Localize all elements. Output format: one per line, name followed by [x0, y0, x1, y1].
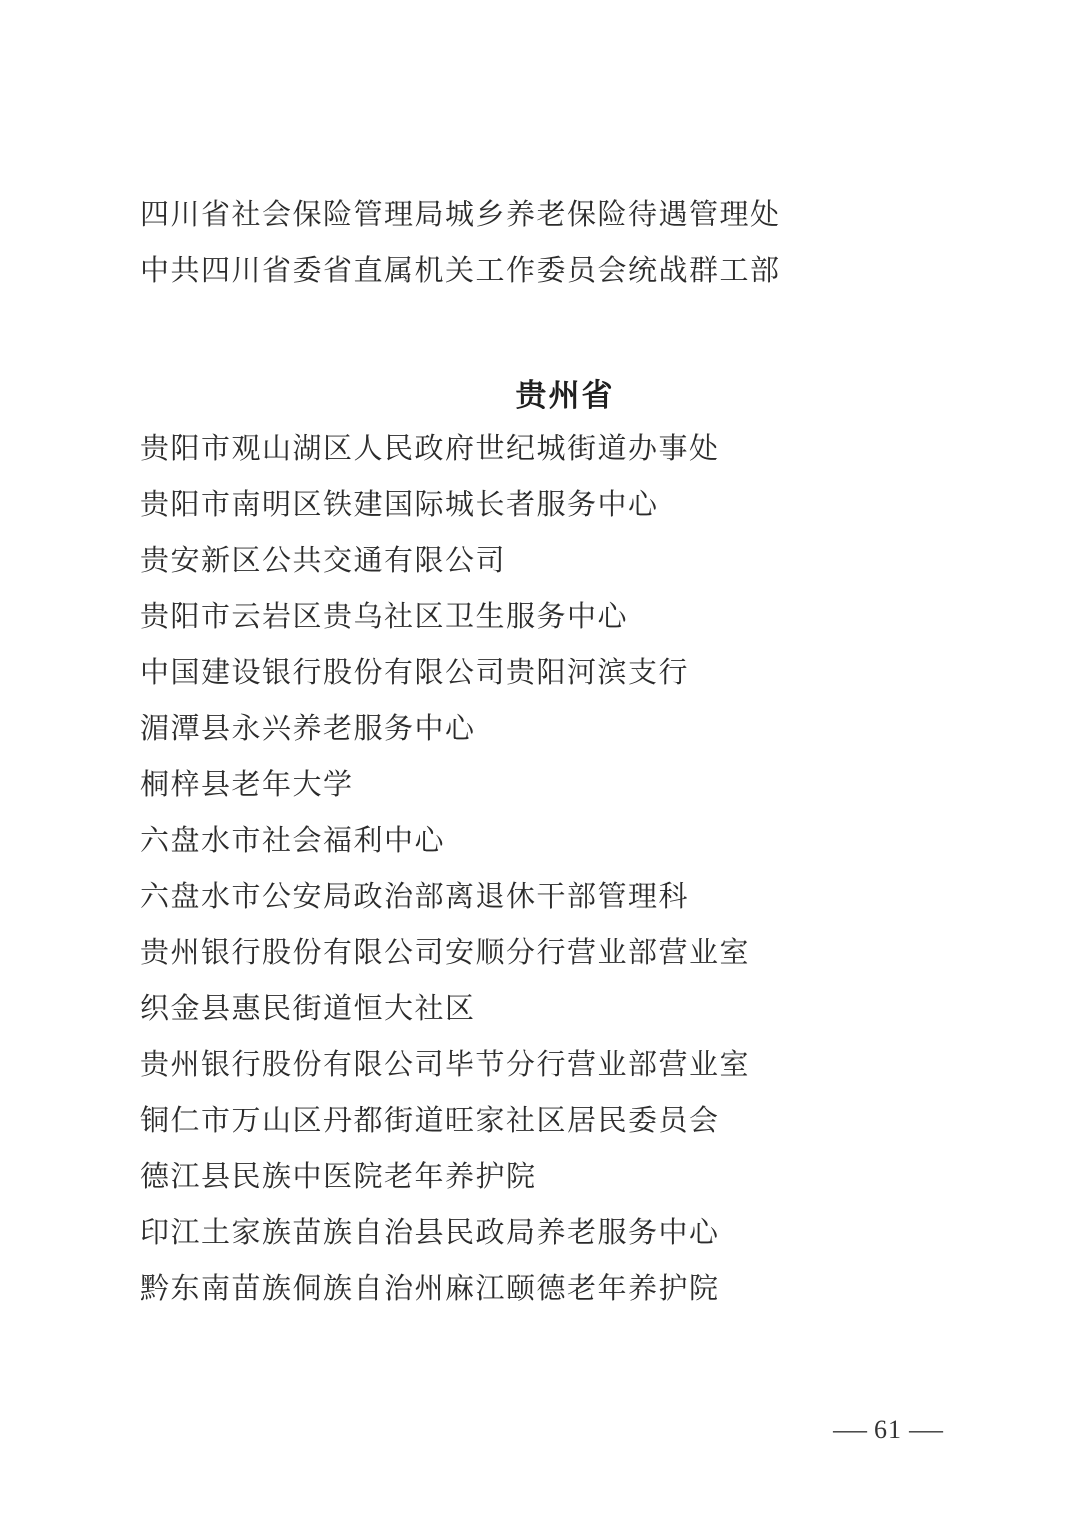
list-item: 四川省社会保险管理局城乡养老保险待遇管理处 — [140, 199, 781, 231]
list-item: 黔东南苗族侗族自治州麻江颐德老年养护院 — [140, 1273, 720, 1305]
list-item: 湄潭县永兴养老服务中心 — [140, 713, 476, 745]
entries-list — [140, 421, 990, 1317]
footer-left-dash: — — [833, 1415, 867, 1444]
list-item: 中共四川省委省直属机关工作委员会统战群工部 — [140, 255, 781, 287]
list-item: 贵阳市观山湖区人民政府世纪城街道办事处 — [140, 433, 720, 465]
list-item: 贵阳市云岩区贵乌社区卫生服务中心 — [140, 601, 629, 633]
list-item: 贵阳市南明区铁建国际城长者服务中心 — [140, 489, 659, 521]
page-number: 61 — [874, 1415, 902, 1444]
list-item: 织金县惠民街道恒大社区 — [140, 993, 476, 1025]
list-item: 中国建设银行股份有限公司贵阳河滨支行 — [140, 657, 690, 689]
list-item: 贵州银行股份有限公司毕节分行营业部营业室 — [140, 1049, 751, 1081]
section-header-guizhou: 贵州省 — [515, 378, 615, 413]
footer-right-dash: — — [909, 1415, 943, 1444]
list-item: 贵安新区公共交通有限公司 — [140, 545, 507, 577]
list-item: 六盘水市公安局政治部离退休干部管理科 — [140, 881, 690, 913]
section-header-block — [140, 368, 990, 424]
list-item: 铜仁市万山区丹都街道旺家社区居民委员会 — [140, 1105, 720, 1137]
list-item: 贵州银行股份有限公司安顺分行营业部营业室 — [140, 937, 751, 969]
list-item: 六盘水市社会福利中心 — [140, 825, 446, 857]
list-item: 印江土家族苗族自治县民政局养老服务中心 — [140, 1217, 720, 1249]
list-item: 德江县民族中医院老年养护院 — [140, 1161, 537, 1193]
list-item: 桐梓县老年大学 — [140, 769, 354, 801]
page-number-footer — [830, 1405, 946, 1455]
continued-entries-block — [140, 187, 990, 299]
